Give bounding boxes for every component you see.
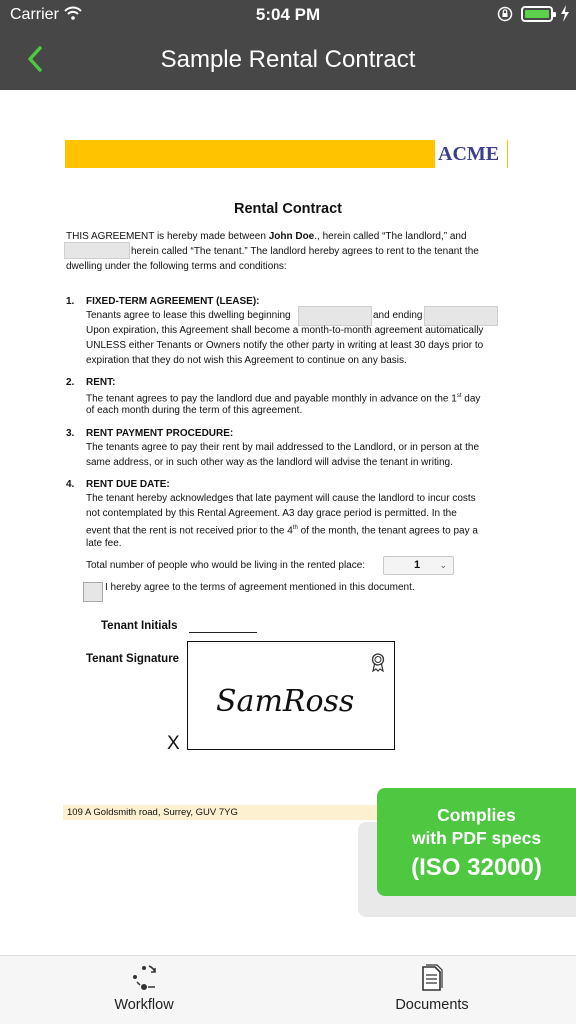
agree-label: I hereby agree to the terms of agreement mentioned in this document.	[105, 582, 415, 593]
section-number: 1.	[66, 296, 75, 307]
tab-label: Workflow	[114, 997, 174, 1013]
status-bar	[0, 0, 576, 30]
section-text: late fee.	[86, 538, 122, 549]
section-text: Upon expiration, this Agreement shall become a month-to-month agreement automatically	[86, 325, 484, 336]
signature-x-mark: X	[167, 733, 180, 754]
section-number: 4.	[66, 479, 75, 490]
company-logo: ACME	[438, 140, 508, 168]
section-text: The tenant hereby acknowledges that late payment will cause the landlord to incur costs	[86, 493, 476, 504]
section-text: of each month during the term of this agreement.	[86, 405, 303, 416]
section-number: 2.	[66, 377, 75, 388]
section-text: same address, or in such other way as the landlord will advise the tenant in writing.	[86, 457, 453, 468]
section-text: and ending	[373, 310, 423, 321]
section-text: UNLESS either Tenants or Owners notify the other party in writing at least 30 days prior to	[86, 340, 484, 351]
badge-line-3: (ISO 32000)	[411, 854, 542, 881]
agree-checkbox[interactable]	[83, 582, 103, 602]
tenant-initials-label: Tenant Initials	[101, 620, 178, 632]
navigation-bar	[0, 30, 576, 90]
status-time: 5:04 PM	[255, 5, 321, 24]
carrier-label: Carrier	[10, 6, 59, 23]
occupants-value: 1	[414, 559, 421, 571]
occupants-select[interactable]	[383, 556, 454, 575]
orientation-lock-icon	[497, 6, 513, 22]
tab-bar	[0, 955, 576, 1024]
page-title: Sample Rental Contract	[160, 46, 416, 73]
tenant-name-field[interactable]	[64, 242, 130, 259]
section-text: expiration that they do not wish this Agreement to continue on any basis.	[86, 355, 407, 366]
battery-icon	[521, 6, 553, 22]
section-heading: RENT:	[86, 377, 116, 388]
section-heading: RENT DUE DATE:	[86, 479, 170, 490]
section-text: event that the rent is not received prior to the 4th of the month, the tenant agrees to pay a	[86, 525, 478, 537]
intro-line-2: herein called “The tenant.” The landlord hereby agrees to rent to the tenant the	[131, 246, 479, 257]
section-text: not contemplated by this Rental Agreement. A3 day grace period is permitted. In the	[86, 508, 457, 519]
documents-icon	[418, 963, 448, 993]
section-text: Tenants agree to lease this dwelling beginning	[86, 310, 291, 321]
tenant-initials-field[interactable]	[189, 632, 257, 633]
tab-workflow[interactable]	[0, 956, 288, 1024]
signature-image	[214, 677, 364, 725]
badge-line-2: with PDF specs	[411, 828, 542, 848]
tenant-signature-label: Tenant Signature	[86, 653, 180, 665]
section-text: The tenants agree to pay their rent by mail addressed to the Landlord, or in person at the	[86, 442, 480, 453]
address-footer: 109 A Goldsmith road, Surrey, GUV 7YG	[63, 805, 393, 820]
chevron-down-icon: ⌄	[439, 560, 447, 570]
certificate-icon[interactable]	[369, 652, 387, 672]
badge-line-1: Complies	[437, 805, 516, 825]
section-heading: RENT PAYMENT PROCEDURE:	[86, 428, 234, 439]
section-number: 3.	[66, 428, 75, 439]
section-heading: FIXED-TERM AGREEMENT (LEASE):	[86, 296, 260, 307]
section-text: The tenant agrees to pay the landlord due and payable monthly in advance on the 1st day	[86, 393, 481, 405]
tab-label: Documents	[395, 997, 469, 1013]
top-bar	[0, 0, 576, 90]
charging-bolt-icon	[560, 5, 570, 22]
document-title: Rental Contract	[234, 201, 342, 217]
pdf-compliance-badge	[377, 788, 576, 896]
tab-documents[interactable]	[288, 956, 576, 1024]
header-banner	[65, 140, 435, 168]
workflow-icon	[130, 963, 160, 993]
svg-text:SamRoss: SamRoss	[216, 684, 355, 719]
intro-line-1: THIS AGREEMENT is hereby made between John Doe., herein called “The landlord,” and	[66, 231, 467, 242]
intro-line-3: dwelling under the following terms and conditions:	[66, 261, 287, 272]
occupants-label: Total number of people who would be living in the rented place:	[86, 560, 366, 571]
